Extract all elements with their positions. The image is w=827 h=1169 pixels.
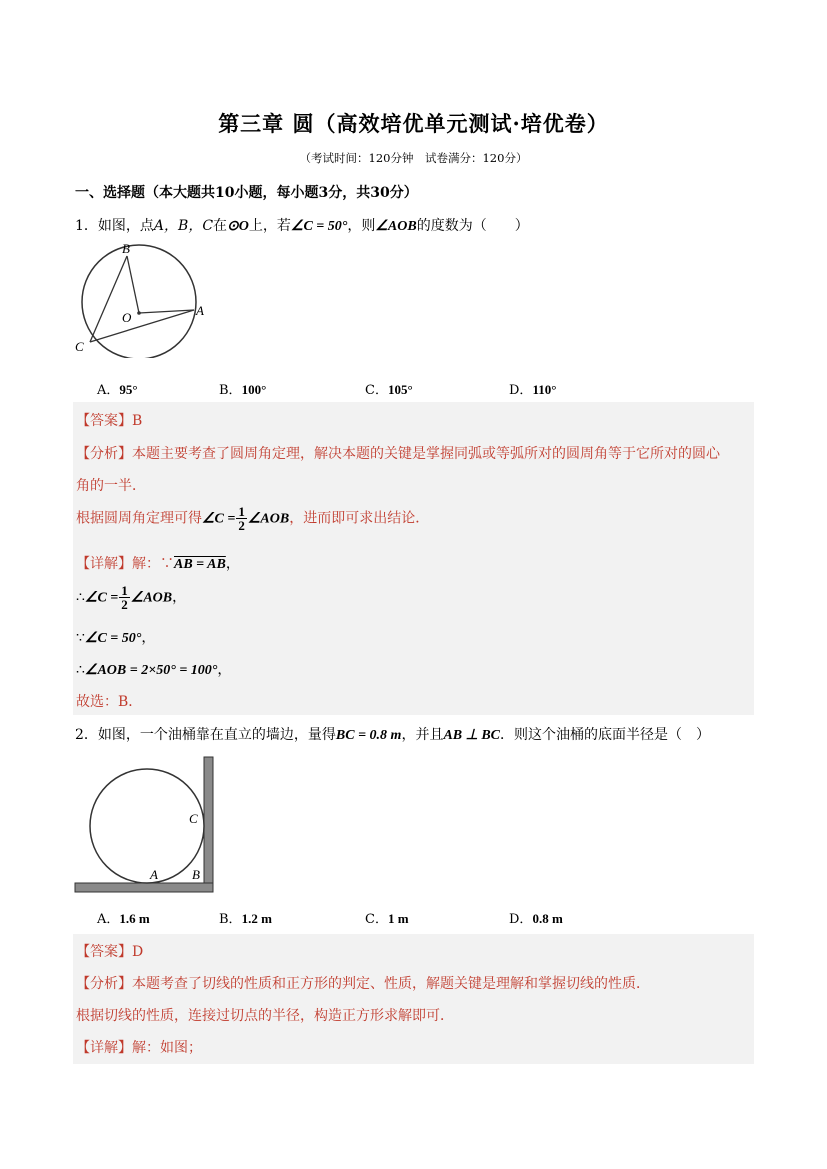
q2-answer: 【答案】D <box>76 944 144 960</box>
wall <box>204 757 213 892</box>
fraction: $\frac{1}{2}$ <box>121 583 128 612</box>
circle-o <box>82 245 196 358</box>
label-b: B <box>122 241 130 256</box>
question-2-figure <box>74 755 216 895</box>
q2-option-b[interactable]: B．1.2 m <box>219 911 272 927</box>
q1-option-a[interactable]: A．95° <box>97 382 138 398</box>
question-1-stem: 1．如图，点A，B，C在⊙O上，若∠C = 50°，则∠AOB的度数为（ ） <box>75 218 529 234</box>
q2-option-c[interactable]: C．1 m <box>365 911 409 927</box>
q1-detail-line-3: ∵∠C = 50°， <box>76 630 156 646</box>
q2-option-d[interactable]: D．0.8 m <box>509 911 563 927</box>
q2-option-a[interactable]: A．1.6 m <box>97 911 150 927</box>
q1-option-c[interactable]: C．105° <box>365 382 413 398</box>
q1-answer: 【答案】B <box>76 413 143 429</box>
q1-detail-line-1: 【详解】解：∵AB = AB， <box>76 556 240 572</box>
question-1-figure <box>72 240 212 358</box>
ground <box>75 883 213 892</box>
label-o: O <box>122 310 132 325</box>
q1-option-d[interactable]: D．110° <box>509 382 557 398</box>
label-b: B <box>192 867 200 882</box>
label-c: C <box>189 811 198 826</box>
exam-info: （考试时间：120分钟 试卷满分：120分） <box>299 151 528 165</box>
q1-detail-line-4: ∴∠AOB = 2×50° = 100°， <box>76 662 232 678</box>
section-heading: 一、选择题（本大题共10小题，每小题3分，共30分） <box>75 185 418 201</box>
q1-choose: 故选：B． <box>76 694 143 710</box>
q2-analysis-line-1: 【分析】本题考查了切线的性质和正方形的判定、性质，解题关键是理解和掌握切线的性质． <box>76 976 650 992</box>
fraction: $\frac{1}{2}$ <box>238 504 245 533</box>
q1-analysis-line-3: 根据圆周角定理可得∠C = $\frac{1}{2}$ ∠AOB，进而即可求出结论． <box>76 504 430 533</box>
question-2-stem: 2．如图，一个油桶靠在直立的墙边，量得BC = 0.8 m，并且AB ⊥ BC．则这个油桶的底面半径是（ ） <box>75 727 710 743</box>
label-a: A <box>150 867 158 882</box>
label-a: A <box>196 303 204 318</box>
q1-analysis-line-1: 【分析】本题主要考查了圆周角定理，解决本题的关键是掌握同弧或等弧所对的圆周角等于它所对的圆心 <box>76 446 720 462</box>
oil-drum <box>90 769 204 883</box>
label-c: C <box>75 339 84 354</box>
q1-analysis-line-2: 角的一半． <box>76 478 146 494</box>
q2-detail: 【详解】解：如图； <box>76 1040 202 1056</box>
page-title: 第三章 圆（高效培优单元测试·培优卷） <box>218 111 609 136</box>
q2-analysis-line-2: 根据切线的性质，连接过切点的半径，构造正方形求解即可． <box>76 1008 454 1024</box>
q1-option-b[interactable]: B．100° <box>219 382 267 398</box>
q1-detail-line-2: ∴∠C = $\frac{1}{2}$ ∠AOB， <box>76 583 187 612</box>
